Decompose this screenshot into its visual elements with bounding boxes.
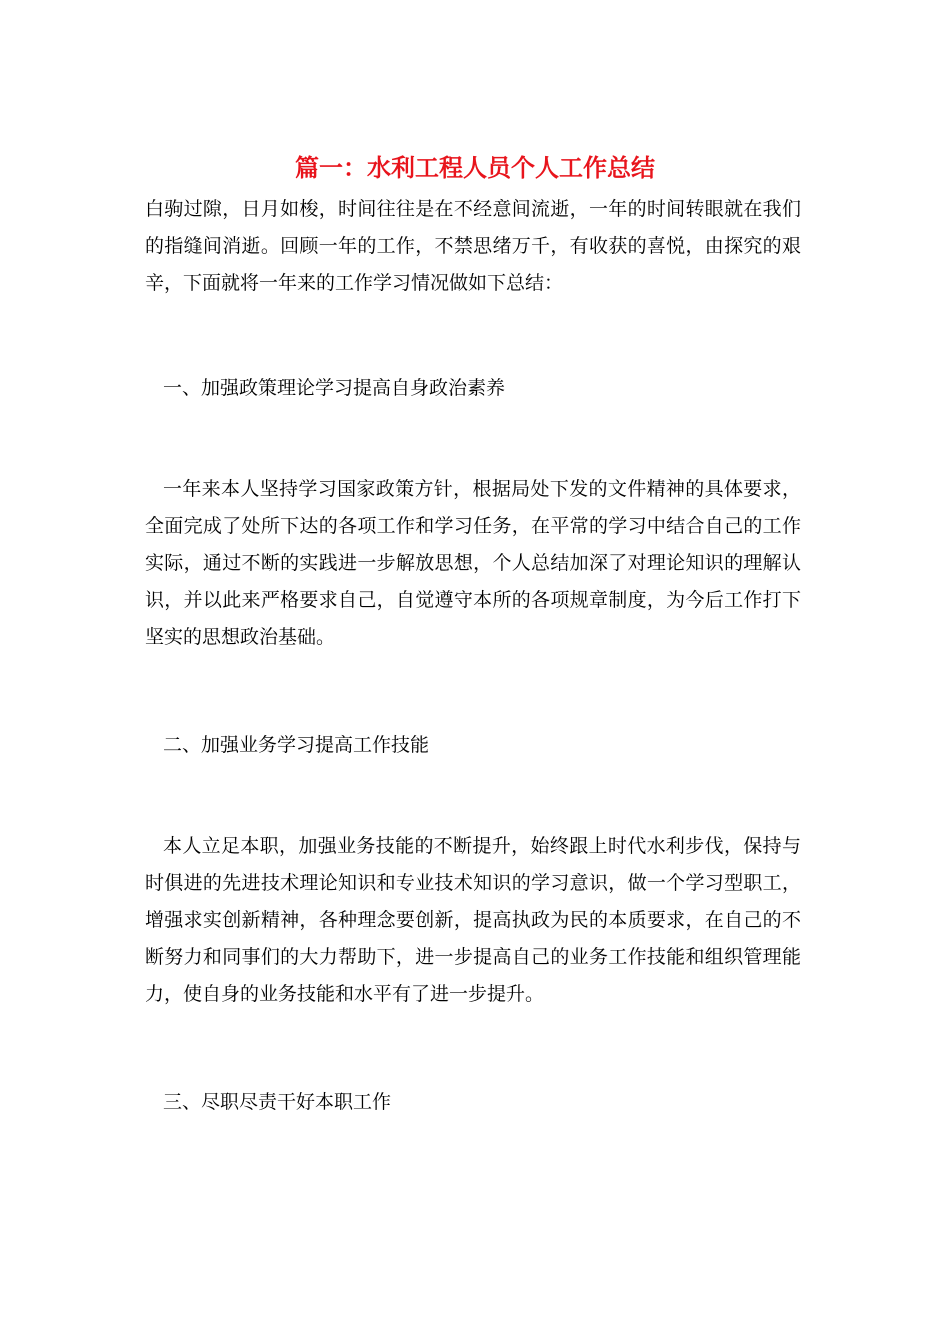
section-2-body: 本人立足本职，加强业务技能的不断提升，始终跟上时代水利步伐，保持与时俱进的先进技术理论知识和专业技术知识的学习意识，做一个学习型职工，增强求实创新精神，各种理念要创新，提高执政为民的本质要求，在自己的不断努力和同事们的大力帮助下，进一步提高自己的业务工作技能和组织管理能力，使自身的业务技能和水平有了进一步提升。 — [145, 835, 801, 1005]
document-title: 篇一：水利工程人员个人工作总结 — [295, 154, 655, 182]
section-2-heading: 二、加强业务学习提高工作技能 — [163, 734, 430, 756]
section-3-heading: 三、尽职尽责干好本职工作 — [163, 1091, 392, 1113]
section-1-heading: 一、加强政策理论学习提高自身政治素养 — [163, 377, 506, 399]
section-1-body: 一年来本人坚持学习国家政策方针，根据局处下发的文件精神的具体要求，全面完成了处所下达的各项工作和学习任务，在平常的学习中结合自己的工作实际，通过不断的实践进一步解放思想，个人总结加深了对理论知识的理解认识，并以此来严格要求自己，自觉遵守本所的各项规章制度，为今后工作打下坚实的思想政治基础。 — [145, 478, 801, 648]
intro-paragraph: 白驹过隙，日月如梭，时间往往是在不经意间流逝，一年的时间转眼就在我们的指缝间消逝。回顾一年的工作，不禁思绪万千，有收获的喜悦，由探究的艰辛，下面就将一年来的工作学习情况做如下总结： — [145, 198, 801, 294]
